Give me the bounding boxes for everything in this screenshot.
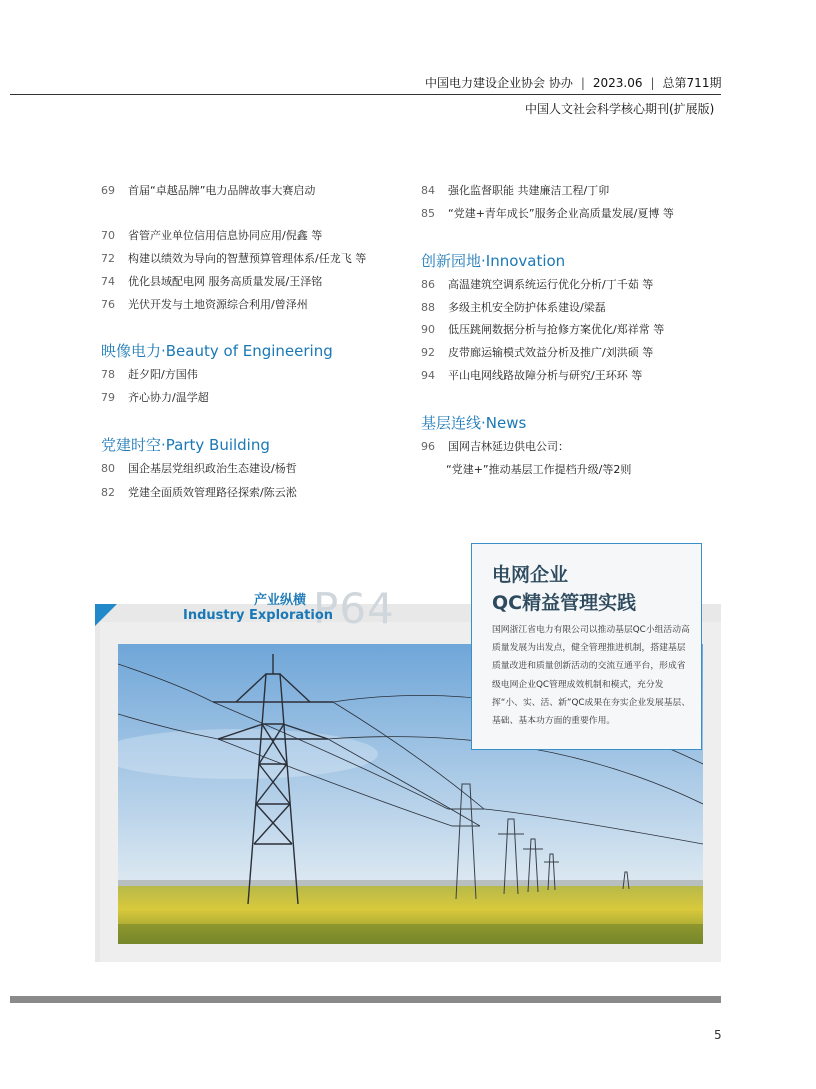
section-heading-innovation: 创新园地·Innovation — [421, 252, 566, 270]
toc-title: 国企基层党组织政治生态建设/杨哲 — [128, 462, 297, 475]
feature-title-line1: 电网企业 — [492, 564, 569, 586]
toc-page: 90 — [421, 323, 435, 336]
toc-item[interactable] — [101, 484, 297, 500]
toc-page: 88 — [421, 301, 435, 314]
toc-item[interactable] — [101, 460, 297, 476]
toc-item[interactable] — [421, 367, 642, 383]
toc-page: 80 — [101, 462, 115, 475]
toc-page: 70 — [101, 229, 115, 242]
page-number: 5 — [714, 1028, 722, 1042]
toc-subtitle: “党建+”推动基层工作提档升级/等2则 — [446, 463, 632, 476]
corner-triangle-icon — [95, 604, 117, 626]
toc-item[interactable] — [101, 227, 322, 243]
feature-category-en: Industry Exploration — [183, 608, 334, 623]
toc-page: 72 — [101, 252, 115, 265]
toc-title: 齐心协力/温学超 — [128, 391, 209, 404]
toc-item[interactable] — [421, 299, 606, 315]
toc-title: 皮带廊运输模式效益分析及推广/刘洪硕 等 — [448, 346, 654, 359]
toc-item[interactable] — [101, 182, 315, 198]
toc-title: 强化监督职能 共建廉洁工程/丁卯 — [448, 184, 610, 197]
toc-title: 光伏开发与土地资源综合利用/曾泽州 — [128, 298, 308, 311]
toc-title: 首届“卓越品牌”电力品牌故事大赛启动 — [128, 184, 316, 197]
toc-item[interactable] — [421, 276, 653, 292]
feature-summary: 国网浙江省电力有限公司以推动基层QC小组活动高质量发展为出发点，健全管理推进机制，搭建基层质量改进和质量创新活动的交流互通平台，形成省级电网企业QC管理成效机制和模式，充分发挥“小、实、活、新”QC成果在夯实企业发展基层、基础、基本功方面的重要作用。 — [492, 625, 691, 727]
toc-page: 69 — [101, 184, 115, 197]
feature-page-ref: P64 — [313, 584, 395, 633]
toc-page: 82 — [101, 486, 115, 499]
toc-title: 国网吉林延边供电公司： — [448, 440, 569, 453]
toc-title: 党建全面质效管理路径探索/陈云淞 — [128, 486, 297, 499]
toc-item[interactable] — [421, 182, 609, 198]
header-line: 中国电力建设企业协会 协办 | 2023.06 | 总第711期 — [425, 76, 722, 90]
toc-page: 84 — [421, 184, 435, 197]
toc-title: 构建以绩效为导向的智慧预算管理体系/任龙飞 等 — [128, 252, 367, 265]
feature-title-line2: QC精益管理实践 — [492, 592, 637, 614]
toc-page: 96 — [421, 440, 435, 453]
toc-item[interactable] — [421, 321, 664, 337]
toc-page: 92 — [421, 346, 435, 359]
toc-page: 79 — [101, 391, 115, 404]
toc-page: 78 — [101, 368, 115, 381]
toc-title: “党建+青年成长”服务企业高质量发展/夏博 等 — [448, 207, 674, 220]
toc-title: 平山电网线路故障分析与研究/王环环 等 — [448, 369, 643, 382]
toc-page: 85 — [421, 207, 435, 220]
header-rule — [10, 94, 721, 95]
feature-category-cn: 产业纵横 — [254, 593, 307, 608]
toc-title: 低压跳闸数据分析与抢修方案优化/郑祥常 等 — [448, 323, 665, 336]
toc-title: 省管产业单位信用信息协同应用/倪鑫 等 — [128, 229, 323, 242]
toc-item[interactable] — [101, 296, 308, 312]
toc-title: 高温建筑空调系统运行优化分析/丁千茹 等 — [448, 278, 654, 291]
toc-page: 86 — [421, 278, 435, 291]
toc-title: 赶夕阳/方国伟 — [128, 368, 198, 381]
toc-item[interactable] — [101, 273, 322, 289]
toc-item[interactable] — [421, 205, 674, 221]
toc-title: 多级主机安全防护体系建设/梁磊 — [448, 301, 606, 314]
toc-title: 优化县域配电网 服务高质量发展/王泽铭 — [128, 275, 323, 288]
section-heading-beauty: 映像电力·Beauty of Engineering — [101, 342, 333, 360]
issue-number: 总第711期 — [662, 76, 722, 90]
issue-date: 2023.06 — [592, 76, 643, 90]
toc-item[interactable] — [101, 366, 198, 382]
toc-page: 76 — [101, 298, 115, 311]
footer-bar — [10, 996, 721, 1003]
section-heading-news: 基层连线·News — [421, 414, 527, 432]
toc-item[interactable] — [421, 344, 653, 360]
toc-page: 94 — [421, 369, 435, 382]
journal-coorganizer: 中国电力建设企业协会 协办 — [425, 76, 573, 90]
section-heading-party: 党建时空·Party Building — [101, 436, 270, 454]
toc-item[interactable] — [421, 438, 569, 454]
toc-page: 74 — [101, 275, 115, 288]
toc-item[interactable] — [101, 389, 209, 405]
index-listing: 中国人文社会科学核心期刊(扩展版) — [525, 102, 715, 116]
toc-item[interactable] — [101, 250, 366, 266]
